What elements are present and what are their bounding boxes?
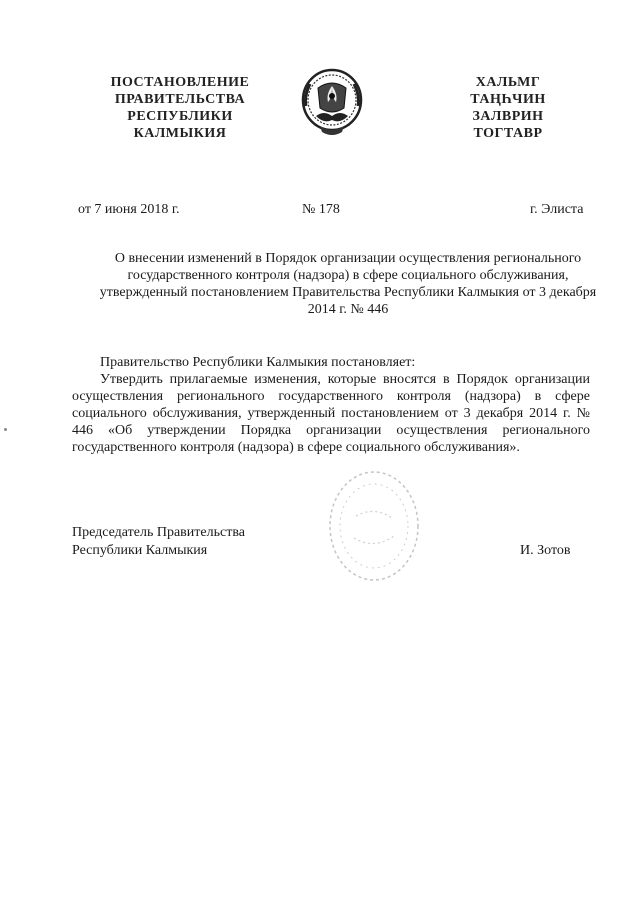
scan-speck <box>4 428 7 431</box>
document-title: О внесении изменений в Порядок организации осуществления регионального государственного контроля (надзора) в сфере социального обслуживания, утвержденный постановлением Правительства Республики Калмыкия от 3 декабря 2014 г. № 446 <box>99 251 597 317</box>
document-body <box>72 354 590 456</box>
signature-block <box>72 524 592 560</box>
document-city: г. Элиста <box>530 202 584 217</box>
header-left-line: ПОСТАНОВЛЕНИЕ <box>110 75 250 90</box>
kalmykia-emblem-icon <box>300 66 364 138</box>
header-left-line: РЕСПУБЛИКИ <box>127 109 233 124</box>
document-number: № 178 <box>302 202 340 217</box>
header-right-line: ТАҢҺЧИН <box>470 92 546 107</box>
header-left-line: КАЛМЫКИЯ <box>133 126 227 141</box>
body-paragraph: Утвердить прилагаемые изменения, которые вносятся в Порядок организации осуществления регионального государственного контроля (надзора) в сфере социального обслуживания, утвержденный постановлением от 3 декабря 2014 г. № 446 «Об утверждении Порядка организации осуществления регионального государственного контроля (надзора) в сфере социального обслуживания». <box>72 372 590 455</box>
meta-row <box>0 202 640 222</box>
body-intro: Правительство Республики Калмыкия постановляет: <box>100 355 416 370</box>
header-right-line: ХАЛЬМГ <box>475 75 541 90</box>
header-left-russian <box>100 74 260 142</box>
signatory-name: И. Зотов <box>520 543 571 558</box>
header-right-line: ТОГТАВР <box>473 126 543 141</box>
header-right-kalmyk <box>448 74 568 142</box>
signature-position-line2: Республики Калмыкия <box>72 543 208 558</box>
document-date: от 7 июня 2018 г. <box>78 202 180 217</box>
header-right-line: ЗАЛВРИН <box>472 109 544 124</box>
header-left-line: ПРАВИТЕЛЬСТВА <box>114 92 246 107</box>
signature-position-line1: Председатель Правительства <box>72 525 245 540</box>
